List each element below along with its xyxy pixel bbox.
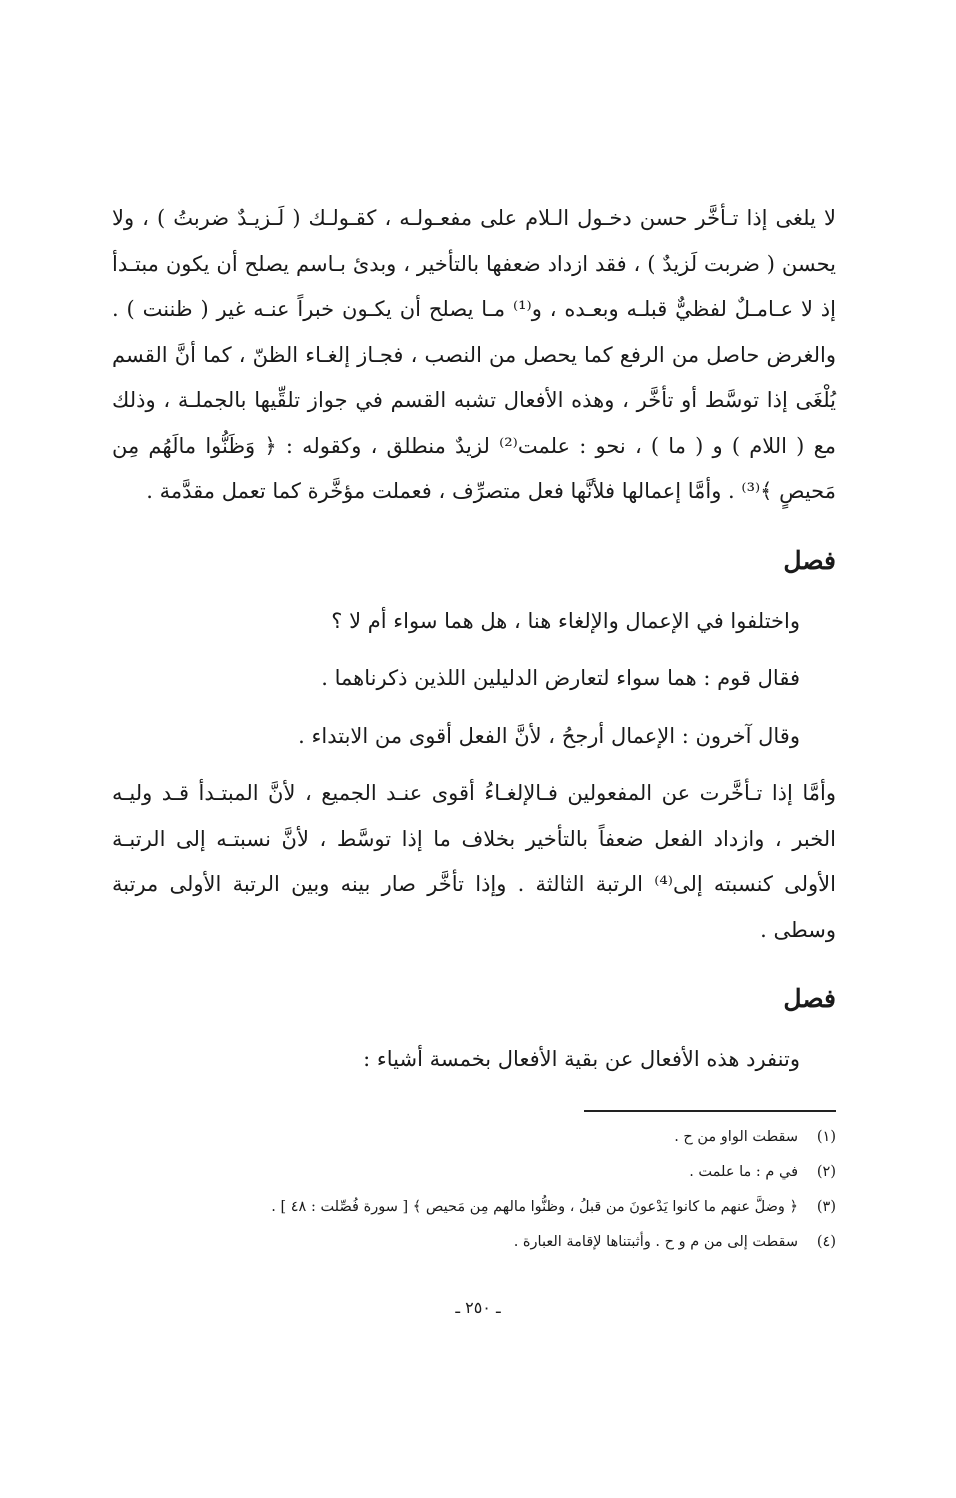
footnote-item: [112, 1155, 836, 1190]
footnote-text: سقطت الواو من ح .: [674, 1128, 798, 1145]
footnote-number: (٤): [816, 1233, 836, 1250]
paragraph-section-1: وأمَّا إذا تـأخَّرت عن المفعولين فـالإلغـاءُ أقوى عنـد الجميع ، لأنَّ المبتـدأ قـد وليـه الخبر ، وازداد الفعل ضعفاً بالتأخير بخلاف ما إذا توسَّط ، لأنَّ نسبتـه إلى الرتبـة الأولى كنسبته إلى⁽⁴⁾ الرتبة الثالثة . وإذا تأخَّر صار بينه وبين الرتبة الأولى مرتبة وسطى .: [112, 781, 836, 942]
footnote-text: ﴿ وضلَّ عنهم ما كانوا يَدْعونَ من قبلُ ، وظنُّوا مالهم مِن مَحيص ﴾ [ سورة فُصِّلت : ٤٨ ] .: [271, 1198, 798, 1215]
text-line-2: فقال قوم : هما سواء لتعارض الدليلين اللذين ذكرناهما .: [321, 666, 800, 690]
paragraph-intro: لا يلغى إذا تـأخَّر حسن دخـول الـلام على مفعـولـه ، كقـولـك ( لَـزيـدٌ ضربتُ ) ، ولا يحسن ( ضربت لَزيدٌ ) ، فقد ازداد ضعفها بالتأخير ، وبدئ بـاسم يصلح أن يكون مبتـدأ إذ لا عـامـلٌ لفظيٌّ قبلـه وبعـده ، و⁽¹⁾ مـا يصلح أن يكـون خبراً عنـه غير ( ظننت ) . والغرض حاصل من الرفع كما يحصل من النصب ، فجـاز إلغـاء الظنّ ، كما أنَّ القسم يُلْغَى إذا توسَّط أو تأخَّر ، وهذه الأفعال تشبه القسم في جواز تلقِّيها بالجملـة ، وذلك مع ( اللام ) و ( ما ) ، نحو : علمت⁽²⁾ لزيدٌ منطلق ، وكقوله : ﴿ وَظَنُّوا مالَهُم مِن مَحيصٍ ﴾⁽³⁾ . وأمَّا إعمالها فلأنَّها فعل متصرِّف ، فعملت مؤخَّرة كما تعمل مقدَّمة .: [112, 206, 836, 503]
section-heading-1: فصل: [783, 545, 836, 575]
footnote-number: (٣): [816, 1198, 836, 1215]
page-number: ـ ٢٥٠ ـ: [455, 1298, 501, 1317]
footnote-item: [112, 1190, 836, 1225]
text-line-1: واختلفوا في الإعمال والإلغاء هنا ، هل هما سواء أم لا ؟: [331, 608, 800, 633]
footnote-item: [112, 1120, 836, 1155]
footnotes: [112, 1110, 836, 1260]
section-heading-2: فصل: [783, 984, 836, 1013]
footnote-divider: [584, 1110, 836, 1112]
footnote-text: سقطت إلى من م و ح . وأثبتناها لإقامة العبارة .: [513, 1233, 798, 1250]
text-line-4: وتنفرد هذه الأفعال عن بقية الأفعال بخمسة أشياء :: [363, 1047, 800, 1071]
footnote-number: (١): [816, 1128, 836, 1145]
footnote-text: في م : ما علمت .: [689, 1163, 798, 1180]
footnote-item: [112, 1225, 836, 1260]
footnote-number: (٢): [816, 1163, 836, 1180]
text-line-3: وقال آخرون : الإعمال أرجحُ ، لأنَّ الفعل أقوى من الابتداء .: [298, 723, 800, 748]
main-text-body: [112, 196, 836, 1095]
